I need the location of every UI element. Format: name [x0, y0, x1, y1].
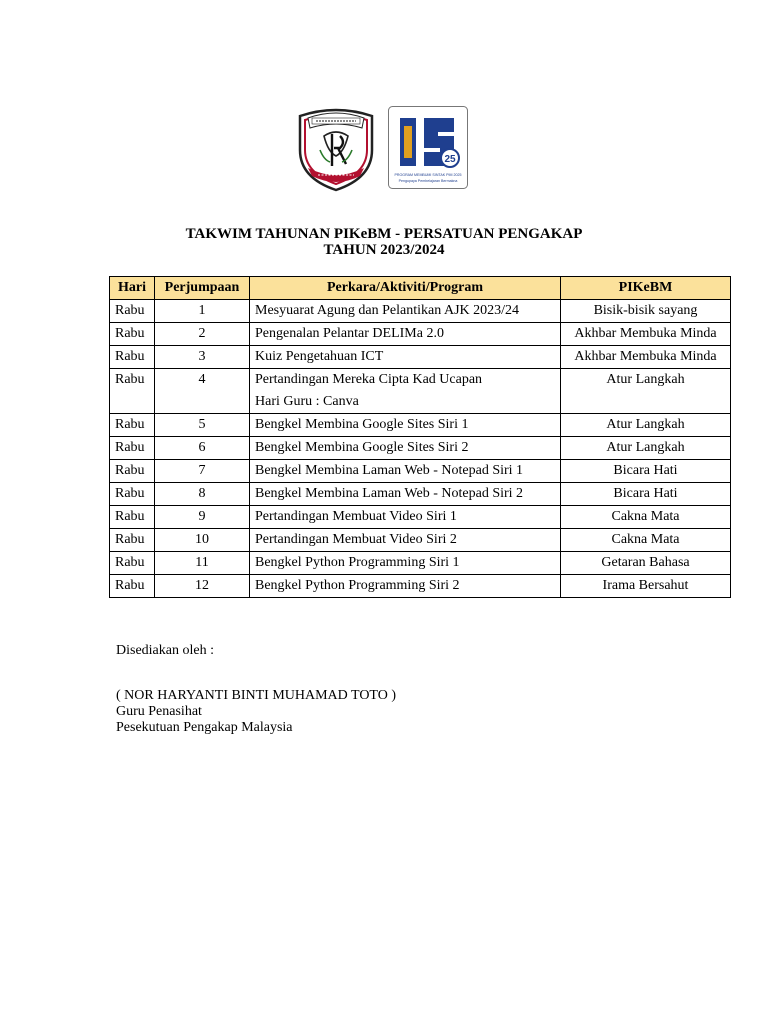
- cell-perkara: Bengkel Python Programming Siri 1: [250, 552, 561, 575]
- cell-hari: Rabu: [110, 483, 155, 506]
- cell-perjumpaan: 6: [155, 437, 250, 460]
- column-header-perjumpaan: Perjumpaan: [155, 277, 250, 300]
- cell-perkara: Kuiz Pengetahuan ICT: [250, 346, 561, 369]
- cell-pikebm: Cakna Mata: [561, 529, 731, 552]
- prepared-by-label: Disediakan oleh :: [116, 643, 214, 658]
- page-subtitle: TAHUN 2023/2024: [323, 242, 445, 258]
- column-header-pikebm: PIKeBM: [561, 277, 731, 300]
- cell-perkara: Bengkel Membina Laman Web - Notepad Siri 1: [250, 460, 561, 483]
- cell-hari: Rabu: [110, 346, 155, 369]
- cell-pikebm: Irama Bersahut: [561, 575, 731, 598]
- cell-perkara: Bengkel Membina Google Sites Siri 2: [250, 437, 561, 460]
- table-row: [110, 414, 731, 437]
- cell-perjumpaan: 3: [155, 346, 250, 369]
- table-header-row: [110, 277, 731, 300]
- cell-perkara-line: Pertandingan Mereka Cipta Kad Ucapan: [255, 372, 483, 387]
- cell-pikebm: Bisik-bisik sayang: [561, 300, 731, 323]
- cell-hari: Rabu: [110, 300, 155, 323]
- cell-perkara: Pertandingan Membuat Video Siri 1: [250, 506, 561, 529]
- page-title: TAKWIM TAHUNAN PIKeBM - PERSATUAN PENGAKAP: [185, 226, 583, 242]
- cell-perjumpaan: 11: [155, 552, 250, 575]
- cell-pikebm: Bicara Hati: [561, 483, 731, 506]
- cell-pikebm: Cakna Mata: [561, 506, 731, 529]
- table-row: [110, 552, 731, 575]
- cell-hari: Rabu: [110, 437, 155, 460]
- cell-hari: Rabu: [110, 323, 155, 346]
- pim25-logo: [388, 106, 468, 189]
- cell-perjumpaan: 12: [155, 575, 250, 598]
- school-crest-logo: [294, 106, 378, 192]
- table-row: [110, 323, 731, 346]
- cell-hari: Rabu: [110, 529, 155, 552]
- cell-perkara: Bengkel Python Programming Siri 2: [250, 575, 561, 598]
- cell-perjumpaan: 2: [155, 323, 250, 346]
- cell-perkara: Mesyuarat Agung dan Pelantikan AJK 2023/24: [250, 300, 561, 323]
- cell-hari: Rabu: [110, 460, 155, 483]
- logo-row: [0, 106, 768, 192]
- signatory-name: ( NOR HARYANTI BINTI MUHAMAD TOTO ): [116, 688, 396, 703]
- cell-hari: Rabu: [110, 552, 155, 575]
- svg-text:Pengupaya Pembelajaran Bermakn: Pengupaya Pembelajaran Bermakna: [398, 179, 458, 183]
- table-row: [110, 483, 731, 506]
- cell-pikebm: Atur Langkah: [561, 437, 731, 460]
- cell-perkara-line: Hari Guru : Canva: [255, 394, 359, 409]
- cell-perjumpaan: 7: [155, 460, 250, 483]
- takwim-table: [109, 276, 731, 598]
- table-row: [110, 346, 731, 369]
- cell-pikebm: Akhbar Membuka Minda: [561, 346, 731, 369]
- cell-hari: Rabu: [110, 506, 155, 529]
- cell-pikebm: Atur Langkah: [561, 369, 731, 414]
- cell-perjumpaan: 10: [155, 529, 250, 552]
- cell-perkara: Bengkel Membina Laman Web - Notepad Siri 2: [250, 483, 561, 506]
- cell-hari: Rabu: [110, 414, 155, 437]
- cell-perjumpaan: 8: [155, 483, 250, 506]
- cell-hari: Rabu: [110, 575, 155, 598]
- svg-text:PROGRAM MEMBUMI SINTAK PIM 202: PROGRAM MEMBUMI SINTAK PIM 2025: [394, 173, 462, 177]
- cell-perkara: Bengkel Membina Google Sites Siri 1: [250, 414, 561, 437]
- cell-perkara: Pertandingan Membuat Video Siri 2: [250, 529, 561, 552]
- table-row: [110, 369, 731, 414]
- column-header-perkara: Perkara/Aktiviti/Program: [250, 277, 561, 300]
- table-row: [110, 460, 731, 483]
- cell-perkara: [250, 369, 561, 414]
- cell-pikebm: Atur Langkah: [561, 414, 731, 437]
- cell-pikebm: Akhbar Membuka Minda: [561, 323, 731, 346]
- svg-text:25: 25: [444, 154, 456, 165]
- cell-perjumpaan: 5: [155, 414, 250, 437]
- table-row: [110, 575, 731, 598]
- cell-perjumpaan: 1: [155, 300, 250, 323]
- table-row: [110, 300, 731, 323]
- signatory-position: Guru Penasihat: [116, 704, 202, 719]
- table-row: [110, 529, 731, 552]
- cell-pikebm: Bicara Hati: [561, 460, 731, 483]
- column-header-hari: Hari: [110, 277, 155, 300]
- cell-perjumpaan: 9: [155, 506, 250, 529]
- table-row: [110, 506, 731, 529]
- cell-perjumpaan: 4: [155, 369, 250, 414]
- cell-pikebm: Getaran Bahasa: [561, 552, 731, 575]
- signatory-organisation: Pesekutuan Pengakap Malaysia: [116, 720, 293, 735]
- signature-block: [116, 688, 396, 736]
- cell-perkara: Pengenalan Pelantar DELIMa 2.0: [250, 323, 561, 346]
- cell-hari: Rabu: [110, 369, 155, 414]
- table-row: [110, 437, 731, 460]
